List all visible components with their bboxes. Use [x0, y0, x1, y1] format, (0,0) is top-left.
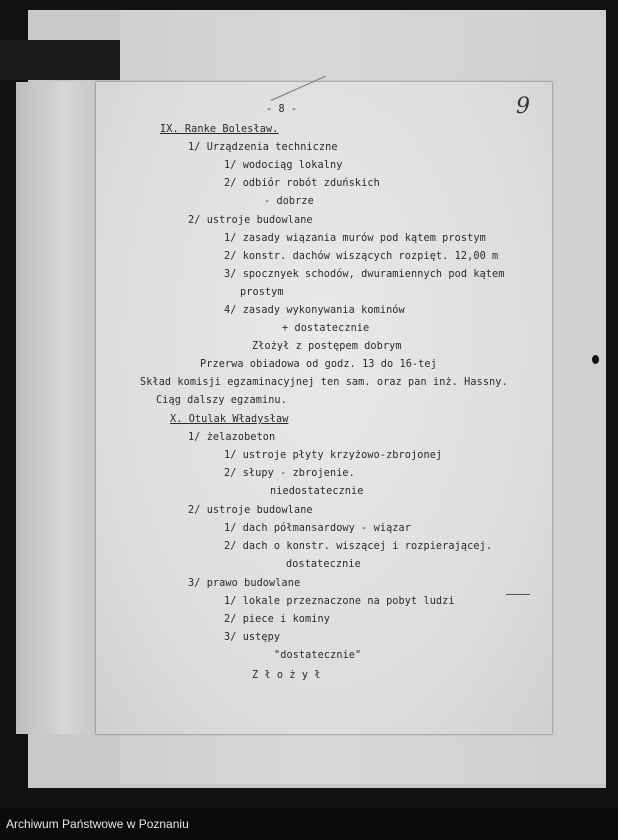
text-line: - dobrze [264, 196, 314, 207]
archive-footer [0, 808, 618, 840]
grade-line: + dostatecznie [282, 323, 370, 334]
archive-name: Archiwum Państwowe w Poznaniu [6, 817, 189, 831]
text-line: 2/ ustroje budowlane [188, 505, 313, 516]
text-line: 3/ prawo budowlane [188, 578, 301, 589]
text-line: 2/ dach o konstr. wiszącej i rozpierającej. [224, 541, 493, 552]
text-line: 1/ zasady wiązania murów pod kątem prostym [224, 233, 486, 244]
grade-line: niedostatecznie [270, 486, 364, 497]
text-line: Przerwa obiadowa od godz. 13 do 16-tej [200, 359, 437, 370]
page-marker: - 8 - [266, 104, 298, 115]
text-line: Skład komisji egzaminacyjnej ten sam. oraz pan inż. Hassny. [140, 377, 508, 388]
text-line: 1/ wodociąg lokalny [224, 160, 343, 171]
text-line: 1/ ustroje płyty krzyżowo-zbrojonej [224, 450, 443, 461]
document-page [96, 82, 552, 734]
text-line: 2/ słupy - zbrojenie. [224, 468, 355, 479]
candidate-heading: IX. Ranke Bolesław. [160, 124, 279, 135]
text-line: 3/ spocznyek schodów, dwuramiennych pod kątem [224, 269, 505, 280]
text-line: 3/ ustępy [224, 632, 281, 643]
punch-hole [592, 355, 599, 364]
text-line: 4/ zasady wykonywania kominów [224, 305, 405, 316]
text-line: 1/ lokale przeznaczone na pobyt ludzi [224, 596, 455, 607]
margin-mark [506, 594, 530, 595]
text-line: 2/ ustroje budowlane [188, 215, 313, 226]
text-line: prostym [240, 287, 284, 298]
grade-line: dostatecznie [286, 559, 361, 570]
text-line: 2/ konstr. dachów wiszących rozpięt. 12,00 m [224, 251, 499, 262]
result-line: Złożył z postępem dobrym [252, 341, 402, 352]
grade-line: "dostatecznie" [274, 650, 362, 661]
text-line: 1/ dach półmansardowy - wiązar [224, 523, 412, 534]
text-line: 2/ piece i kominy [224, 614, 330, 625]
candidate-heading: X. Otulak Władysław [170, 414, 289, 425]
scan-shadow [0, 40, 120, 80]
text-line: 2/ odbiór robót zduńskich [224, 178, 380, 189]
left-sheet-edge [16, 82, 97, 734]
text-line: 1/ Urządzenia techniczne [188, 142, 338, 153]
text-line: Ciąg dalszy egzaminu. [156, 395, 287, 406]
text-line: 1/ żelazobeton [188, 432, 276, 443]
result-line: Z ł o ż y ł [252, 670, 321, 681]
handwritten-page-number: 9 [516, 94, 530, 119]
